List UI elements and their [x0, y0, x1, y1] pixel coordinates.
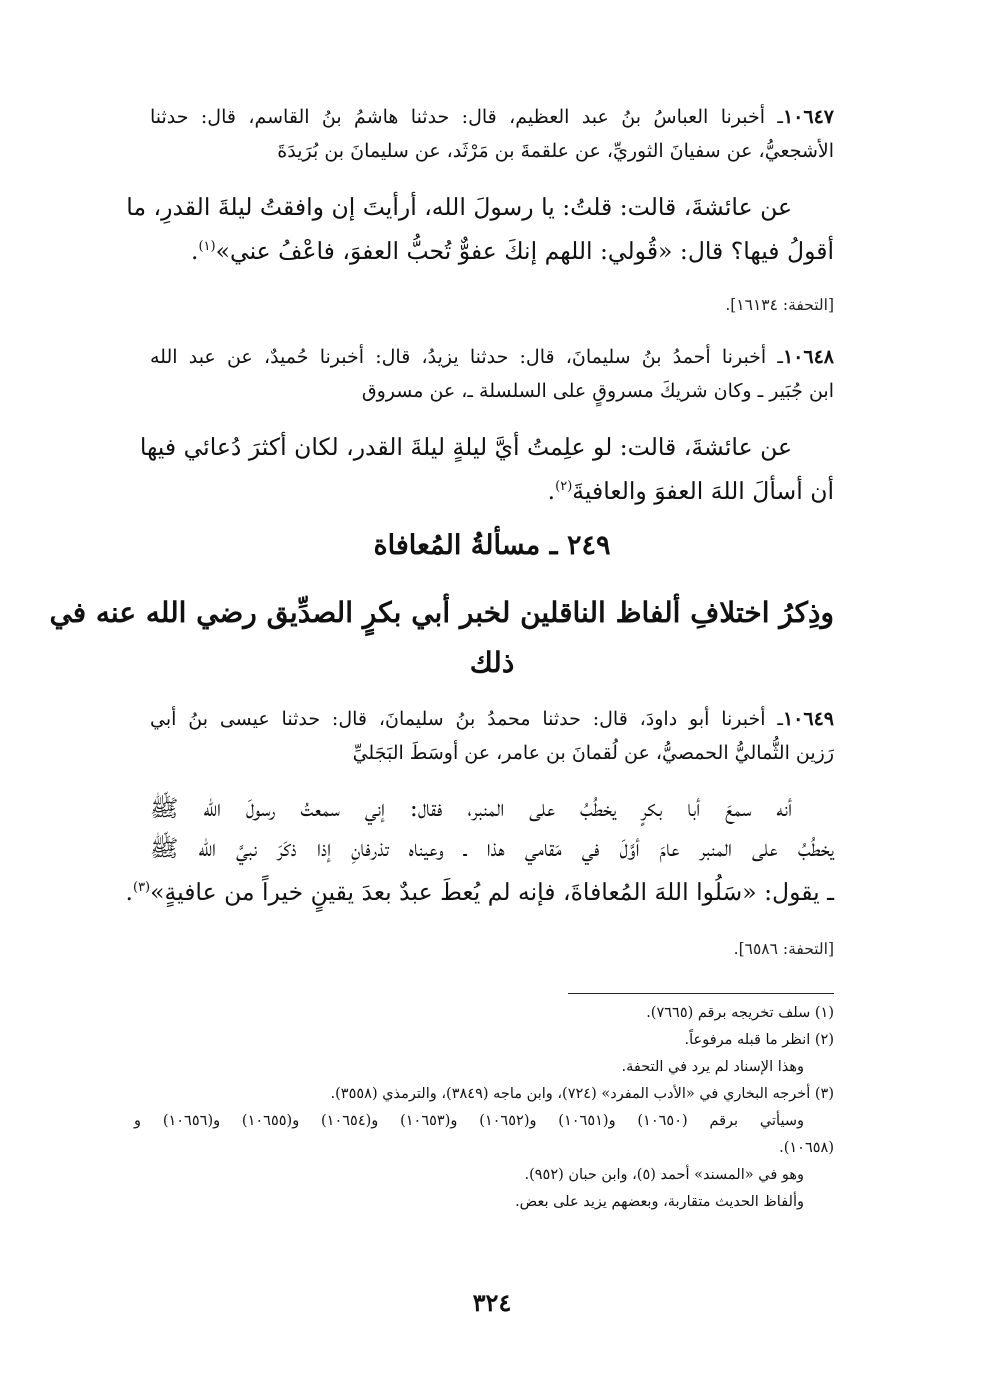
hadith-10647-matn — [126, 187, 834, 271]
tuhfa-reference — [150, 940, 834, 958]
footnote-2-note: وهذا الإسناد لم يرد في التحفة. — [621, 1059, 804, 1075]
isnad-line — [150, 100, 834, 134]
footnote-separator — [568, 993, 834, 994]
subtitle-line: وذِكرُ اختلافِ ألفاظ الناقلين لخبر أبي بكرٍ الصدِّيق رضي الله عنه في — [49, 596, 834, 629]
footnote-1: (١) سلف تخريجه برقم (٧٦٦٥). — [646, 1005, 834, 1021]
tuhfa-text: [التحفة: ٦٥٨٦]. — [733, 940, 834, 958]
isnad-line: رَزين الثُّماليُّ الحمصيُّ، عن لُقمانَ بن عامر، عن أوسَطَ البَجَليِّ — [352, 742, 834, 764]
footnote-marker: (٢) — [555, 479, 573, 494]
matn-end: . — [547, 476, 556, 505]
matn-text: ـ يقول: «سَلُوا اللهَ المُعافاةَ، فإنه لم يُعطَ عبدٌ بعدَ يقينٍ خيراً من عافيةٍ» — [150, 877, 834, 906]
footnote-3-cross-refs-end: (١٠٦٥٨). — [779, 1140, 834, 1156]
hadith-10648-isnad — [150, 340, 834, 408]
hadith-number: ١٠٦٤٧ — [782, 106, 834, 128]
hadith-10648-matn — [139, 427, 834, 511]
hadith-10649-matn — [125, 788, 834, 912]
isnad-line: الأشجعيُّ، عن سفيانَ الثوريِّ، عن علقمةَ بن مَرْثَد، عن سليمانَ بن بُرَيدَةَ — [277, 140, 834, 162]
footnote-marker: (٣) — [132, 880, 151, 895]
isnad-line — [150, 702, 834, 736]
hadith-10647-isnad — [150, 100, 834, 168]
footnotes — [134, 1000, 834, 1216]
matn-text: أقولُ فيها؟ قال: «قُولي: اللهم إنكَ عفوٌّ تُحبُّ العفوَ، فاعْفُ عني» — [215, 236, 834, 265]
isnad-text: ـ أخبرنا العباسُ بنُ عبد العظيم، قال: حدثنا هاشمُ بنُ القاسم، قال: حدثنا — [150, 106, 783, 128]
footnote-3: (٣) أخرجه البخاري في «الأدب المفرد» (٧٢٤)، وابن ماجه (٣٨٤٩)، والترمذي (٣٥٥٨). — [330, 1086, 834, 1102]
matn-line — [150, 467, 834, 511]
matn-text: أن أسألَ اللهَ العفوَ والعافيةَ — [572, 476, 834, 505]
footnote-3-cross-refs: وسيأتي برقم (١٠٦٥٠) و(١٠٦٥١) و(١٠٦٥٢) و(١٠٦٥٣) و(١٠٦٥٤) و(١٠٦٥٥) و(١٠٦٥٦) و — [134, 1113, 804, 1129]
hadith-10649-isnad — [150, 702, 834, 770]
footnote-3-note: وألفاظ الحديث متقاربة، وبعضهم يزيد على بعض. — [515, 1194, 804, 1210]
isnad-text: ـ أخبرنا أحمدُ بنُ سليمانَ، قال: حدثنا يزيدُ، قال: أخبرنا حُميدٌ، عن عبد الله — [150, 346, 783, 368]
chapter-title: ٢٤٩ ـ مسألةُ المُعافاة — [373, 530, 611, 561]
footnote-2: (٢) انظر ما قبله مرفوعاً. — [684, 1032, 834, 1048]
matn-line: يخطُبُ على المنبر عامَ أوَّلَ في مَقامي هذا ـ وعيناه تذرفانِ إذا ذكَرَ نبيَّ الله ﷺ — [150, 834, 834, 862]
matn-line: عن عائشةَ، قالت: قلتُ: يا رسولَ الله، أرأيتَ إن وافقتُ ليلةَ القدرِ، ما — [126, 193, 792, 221]
subtitle-line: ذلك — [469, 646, 515, 679]
tuhfa-reference — [150, 296, 834, 314]
tuhfa-text: [التحفة: ١٦١٣٤]. — [725, 296, 834, 314]
page-number: ٣٢٤ — [472, 1288, 512, 1317]
matn-line — [125, 868, 834, 912]
isnad-line — [150, 340, 834, 374]
hadith-number: ١٠٦٤٨ — [782, 346, 834, 368]
isnad-text: ـ أخبرنا أبو داودَ، قال: حدثنا محمدُ بنُ سليمانَ، قال: حدثنا عيسى بنُ أبي — [150, 708, 783, 730]
chapter-subtitle — [49, 588, 834, 688]
footnote-marker: (١) — [198, 239, 216, 254]
matn-line: عن عائشةَ، قالت: لو علِمتُ أيَّ ليلةٍ ليلةَ القدر، لكان أكثرَ دُعائي فيها — [139, 433, 792, 461]
isnad-line: ابن جُبَير ـ وكان شريكَ مسروقٍ على السلسلة ـ، عن مسروق — [361, 380, 834, 402]
matn-end: . — [125, 877, 133, 906]
hadith-number: ١٠٦٤٩ — [782, 708, 834, 730]
matn-line: أنه سمعَ أبا بكرٍ يخطُبُ على المنبر، فقال: إني سمعتُ رسولَ الله ﷺ — [150, 794, 792, 822]
matn-end: . — [190, 236, 199, 265]
matn-line — [150, 227, 834, 271]
footnote-3-musnad: وهو في «المسند» أحمد (٥)، وابن حبان (٩٥٢). — [524, 1167, 804, 1183]
